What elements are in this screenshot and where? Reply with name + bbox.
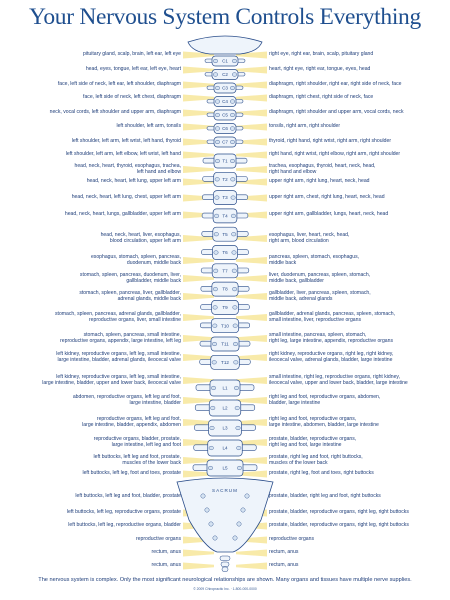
vertebra-t8	[201, 282, 249, 296]
right-organ-label: prostate, bladder, reproductive organs, right leg, right buttocks	[269, 509, 409, 515]
left-organ-label: reproductive organs, appendix, large intestine, left leg	[60, 337, 181, 344]
left-organ-label: blood circulation, upper left arm	[109, 237, 181, 244]
right-organ-label: small intestine, right leg, reproductive organs, right kidney,	[269, 374, 400, 380]
left-organ-label: large intestine, bladder, upper and lower back, ileocecal valve	[42, 379, 181, 386]
vertebra-label: T10	[221, 323, 229, 329]
pedicle-left	[215, 140, 219, 144]
copyright-text: © 2009 Chiropractic Inc. · 1-800-000-0000	[193, 587, 257, 591]
left-organ-label: rectum, anus	[151, 549, 181, 555]
right-organ-label: large intestine, abdomen, bladder, large intestine	[269, 421, 379, 428]
vertebra-label: T5	[222, 231, 228, 237]
left-organ-label: stomach, spleen, pancreas, adrenal glands, gallbladder,	[54, 311, 181, 317]
left-organ-label: reproductive organs	[135, 536, 181, 542]
pedicle-left	[214, 251, 218, 255]
pedicle-left	[213, 73, 217, 77]
left-organ-label: large intestine, bladder, adrenal glands, ileocecal valve	[57, 356, 181, 363]
pedicle-left	[211, 406, 215, 410]
left-organ-label: stomach, spleen, pancreas, liver, gallbladder,	[79, 290, 181, 296]
nerve-left	[183, 166, 214, 173]
right-organ-label: liver, duodenum, pancreas, spleen, stomach,	[269, 272, 371, 278]
nerve-left	[183, 152, 214, 159]
vertebra-label: T1	[222, 158, 228, 164]
vertebra-label: L3	[222, 425, 228, 431]
vertebra-label: C1	[222, 58, 228, 64]
vertebra-label: C4	[222, 99, 228, 105]
nerve-left	[183, 314, 214, 321]
coccyx-segment	[222, 567, 228, 572]
right-organ-label: prostate, bladder, reproductive organs, right leg, right buttocks	[269, 522, 409, 528]
left-organ-label: head, neck, heart, left lung, chest, upper left arm	[71, 194, 181, 200]
vertebra-label: T7	[222, 268, 228, 274]
right-organ-label: upper right arm, right lung, heart, neck, head	[269, 178, 370, 184]
sacral-foramen	[233, 536, 237, 540]
pedicle-right	[236, 426, 240, 430]
pedicle-right	[230, 86, 234, 90]
nerve-left	[183, 293, 214, 300]
right-organ-label: prostate, bladder, right leg and foot, right buttocks	[269, 493, 381, 499]
left-organ-label: face, left side of neck, left ear, left shoulder, diaphragm	[57, 81, 181, 87]
right-organ-label: bladder, large intestine	[269, 399, 321, 406]
right-organ-label: right kidney, reproductive organs, right leg, right kidney,	[269, 351, 394, 357]
vertebra-t9	[201, 300, 250, 314]
nerve-right	[236, 166, 267, 173]
pedicle-left	[215, 86, 219, 90]
vertebra-l1	[196, 380, 254, 396]
pedicle-right	[230, 100, 234, 104]
left-organ-label: large intestine, left leg and foot	[111, 441, 181, 448]
vertebra-label: L5	[222, 465, 228, 471]
pedicle-right	[232, 73, 236, 77]
nerve-left	[183, 550, 214, 557]
pedicle-left	[210, 426, 214, 430]
pedicle-right	[237, 446, 241, 450]
footer-note: The nervous system is complex. Only the most significant neurological relationships are shown. Many organs and tissues have multiple nerve supplies.	[38, 577, 412, 583]
right-organ-label: prostate, right leg and foot, right buttocks,	[269, 454, 363, 460]
pedicle-left	[214, 269, 218, 273]
pedicle-right	[232, 232, 236, 236]
right-organ-label: small intestine, pancreas, spleen, stomach,	[269, 332, 367, 338]
pedicle-left	[215, 127, 219, 131]
nerve-left	[183, 377, 214, 384]
right-organ-label: right leg and foot, reproductive organs, abdomen,	[269, 394, 381, 400]
pedicle-right	[234, 386, 238, 390]
pedicle-right	[234, 361, 238, 365]
left-organ-label: left buttocks, left leg, reproductive organs, bladder	[68, 522, 181, 528]
sacrum-label: SACRUM	[212, 488, 238, 493]
sacral-foramen	[245, 494, 249, 498]
left-organ-label: abdomen, reproductive organs, left leg and foot,	[72, 394, 181, 400]
right-organ-label: diaphragm, right shoulder, right ear, right side of neck, face	[269, 81, 402, 87]
vertebra-label: T8	[222, 286, 228, 292]
right-organ-label: muscles of the lower back	[269, 459, 328, 466]
left-organ-label: esophagus, stomach, spleen, pancreas,	[90, 254, 181, 260]
pedicle-right	[231, 178, 235, 182]
vertebra-label: T4	[222, 213, 228, 219]
left-organ-label: stomach, spleen, pancreas, duodenum, liver,	[79, 272, 181, 278]
left-organ-label: left buttocks, left leg, reproductive organs, prostate	[66, 509, 181, 515]
pedicle-left	[213, 306, 217, 310]
right-organ-label: right arm, blood circulation	[269, 237, 329, 244]
right-organ-label: ileocecal valve, adrenal glands, bladder, large intestine	[269, 356, 393, 363]
vertebra-c1	[205, 56, 245, 66]
right-organ-label: reproductive organs	[269, 536, 315, 542]
sacral-foramen	[209, 522, 213, 526]
right-organ-label: right leg and foot, large intestine	[269, 441, 342, 448]
left-organ-label: left buttocks, left leg and foot, bladder, prostate	[75, 493, 181, 499]
pedicle-right	[230, 113, 234, 117]
right-organ-label: pancreas, spleen, stomach, esophagus,	[269, 254, 360, 260]
pedicle-left	[215, 100, 219, 104]
nerve-right	[236, 257, 267, 264]
nerve-right	[236, 377, 267, 384]
pedicle-right	[231, 214, 235, 218]
right-organ-label: diaphragm, right chest, right side of neck, face	[269, 94, 374, 100]
left-organ-label: left kidney, reproductive organs, left leg, small intestine,	[56, 351, 181, 357]
sacral-foramen	[237, 522, 241, 526]
vertebra-label: C7	[222, 139, 228, 145]
vertebra-c7	[207, 137, 243, 147]
right-organ-label: prostate, right leg, foot and toes, right buttocks	[269, 470, 374, 476]
right-organ-label: diaphragm, right shoulder and upper arm, vocal cords, neck	[269, 109, 404, 115]
right-organ-label: right hand, right wrist, right elbow, right arm, right shoulder	[269, 151, 401, 157]
right-organ-label: small intestine, liver, reproductive organs	[269, 316, 362, 323]
nerve-left	[183, 275, 214, 282]
pedicle-right	[230, 140, 234, 144]
vertebra-label: C2	[222, 72, 228, 78]
skull-base	[188, 36, 262, 54]
pedicle-right	[233, 306, 237, 310]
sacral-foramen	[205, 508, 209, 512]
vertebra-label: T6	[222, 250, 228, 256]
vertebra-label: C5	[222, 112, 228, 118]
vertebra-t4	[202, 209, 248, 223]
nerve-left	[183, 257, 214, 264]
vertebra-t10	[200, 319, 249, 333]
pedicle-left	[214, 232, 218, 236]
left-organ-label: left hand and elbow	[136, 168, 181, 175]
vertebra-c6	[207, 124, 243, 134]
pedicle-left	[215, 159, 219, 163]
right-organ-label: right leg and foot, reproductive organs,	[269, 416, 357, 422]
left-organ-label: duodenum, middle back	[126, 259, 181, 266]
vertebra-label: T2	[222, 176, 228, 182]
right-organ-label: middle back	[269, 259, 297, 266]
pedicle-right	[232, 287, 236, 291]
left-organ-label: left shoulder, left arm, left elbow, left wrist, left hand	[65, 151, 181, 157]
left-organ-label: head, neck, heart, left lung, upper left arm	[86, 178, 181, 184]
right-organ-label: thyroid, right hand, right wrist, right arm, right shoulder	[269, 138, 392, 144]
pedicle-left	[212, 342, 216, 346]
vertebra-label: L2	[222, 405, 228, 411]
right-organ-label: right leg, large intestine, appendix, reproductive organs	[269, 337, 394, 344]
pedicle-left	[213, 324, 217, 328]
vertebra-label: L1	[222, 385, 228, 391]
right-organ-label: right eye, right ear, brain, scalp, pituitary gland	[269, 51, 374, 57]
pedicle-left	[213, 59, 217, 63]
left-organ-label: reproductive organs, bladder, prostate,	[93, 436, 181, 442]
spinal-column	[188, 36, 262, 476]
right-organ-label: esophagus, liver, heart, neck, head,	[269, 232, 350, 238]
vertebra-c5	[207, 110, 243, 120]
right-organ-label: tonsils, right arm, right shoulder	[269, 123, 341, 129]
right-organ-label: right hand and elbow	[269, 168, 317, 175]
nerve-right	[236, 152, 267, 159]
right-organ-label: middle back, adrenal glands	[269, 295, 333, 302]
vertebra-label: C3	[222, 85, 228, 91]
pedicle-right	[232, 269, 236, 273]
right-organ-label: prostate, bladder, reproductive organs,	[269, 436, 357, 442]
vertebra-label: T12	[221, 359, 229, 365]
pedicle-left	[208, 466, 212, 470]
pedicle-left	[215, 196, 219, 200]
sacral-foramen	[201, 494, 205, 498]
left-organ-label: head, neck, heart, thyroid, esophagus, trachea,	[74, 163, 181, 169]
vertebra-t6	[202, 246, 249, 260]
left-organ-label: muscles of the lower back	[122, 459, 181, 466]
nerve-right	[236, 314, 267, 321]
right-organ-label: upper right arm, gallbladder, lungs, heart, neck, head	[269, 211, 389, 217]
right-organ-label: middle back, gallbladder	[269, 277, 324, 284]
right-organ-label: rectum, anus	[269, 562, 299, 568]
nerve-right	[236, 293, 267, 300]
pedicle-left	[209, 446, 213, 450]
pedicle-right	[235, 406, 239, 410]
left-organ-label: rectum, anus	[151, 562, 181, 568]
nerve-right	[236, 550, 267, 557]
coccyx-segment	[221, 562, 229, 567]
vertebra-label: C6	[222, 126, 228, 132]
coccyx-segment	[220, 556, 230, 561]
pedicle-left	[215, 113, 219, 117]
right-organ-label: gallbladder, liver, pancreas, spleen, stomach,	[269, 290, 371, 296]
left-organ-label: reproductive organs, liver, small intestine	[88, 316, 181, 323]
left-organ-label: face, left side of neck, left chest, diaphragm	[83, 94, 181, 100]
pedicle-left	[211, 386, 215, 390]
left-organ-label: left buttocks, left leg and foot, prostate,	[93, 454, 181, 460]
right-organ-label: heart, right eye, right ear, tongue, eyes, head	[269, 66, 371, 72]
left-organ-label: large intestine, bladder	[129, 399, 181, 406]
left-organ-label: large intestine, bladder, appendix, abdomen	[82, 421, 181, 428]
sacral-foramen	[241, 508, 245, 512]
left-organ-label: head, neck, heart, liver, esophagus,	[100, 232, 181, 238]
pedicle-left	[212, 361, 216, 365]
left-organ-label: neck, vocal cords, left shoulder and upper arm, diaphragm	[49, 109, 181, 115]
left-organ-label: adrenal glands, middle back	[117, 295, 181, 302]
left-organ-label: left buttocks, left leg, foot and toes, prostate	[82, 470, 181, 476]
right-organ-label: upper right arm, chest, right lung, heart, neck, head	[269, 194, 385, 200]
pedicle-left	[215, 178, 219, 182]
vertebra-label: T11	[221, 341, 229, 347]
nerve-left	[183, 563, 214, 570]
vertebra-label: T3	[222, 195, 228, 201]
vertebra-label: L4	[222, 445, 228, 451]
vertebra-label: T9	[222, 305, 228, 310]
pedicle-left	[214, 214, 218, 218]
left-organ-label: pituitary gland, scalp, brain, left ear, left eye	[83, 51, 181, 57]
left-organ-label: reproductive organs, left leg and foot,	[96, 416, 181, 422]
pedicle-right	[231, 196, 235, 200]
vertebra-t7	[201, 264, 249, 278]
left-organ-label: left shoulder, left arm, left wrist, left hand, thyroid	[71, 138, 181, 144]
vertebra-t2	[203, 172, 248, 186]
poster-title: Your Nervous System Controls Everything	[29, 4, 421, 30]
right-organ-label: trachea, esophagus, thyroid, heart, neck, head,	[269, 163, 376, 169]
vertebra-t3	[202, 191, 247, 205]
pedicle-right	[233, 324, 237, 328]
pedicle-right	[237, 466, 241, 470]
left-organ-label: stomach, spleen, pancreas, small intestine,	[83, 332, 181, 338]
sacrum-group	[177, 478, 273, 572]
left-organ-label: head, neck, heart, lungs, gallbladder, upper left arm	[64, 211, 181, 217]
nerve-right	[236, 275, 267, 282]
sacral-foramen	[213, 536, 217, 540]
left-organ-label: head, eyes, tongue, left ear, left eye, heart	[85, 66, 181, 72]
pedicle-right	[233, 342, 237, 346]
left-organ-label: left kidney, reproductive organs, left leg, small intestine,	[56, 374, 181, 380]
right-organ-label: rectum, anus	[269, 549, 299, 555]
pedicle-left	[213, 287, 217, 291]
right-organ-label: gallbladder, adrenal glands, pancreas, spleen, stomach,	[269, 311, 396, 317]
right-organ-label: ileocecal valve, upper and lower back, bladder, large intestine	[269, 379, 408, 386]
pedicle-right	[232, 251, 236, 255]
pedicle-right	[232, 59, 236, 63]
left-organ-label: left shoulder, left arm, tonsils	[116, 123, 181, 129]
nerve-right	[236, 563, 267, 570]
left-organ-label: gallbladder, middle back	[126, 277, 181, 284]
pedicle-right	[230, 159, 234, 163]
pedicle-right	[230, 127, 234, 131]
